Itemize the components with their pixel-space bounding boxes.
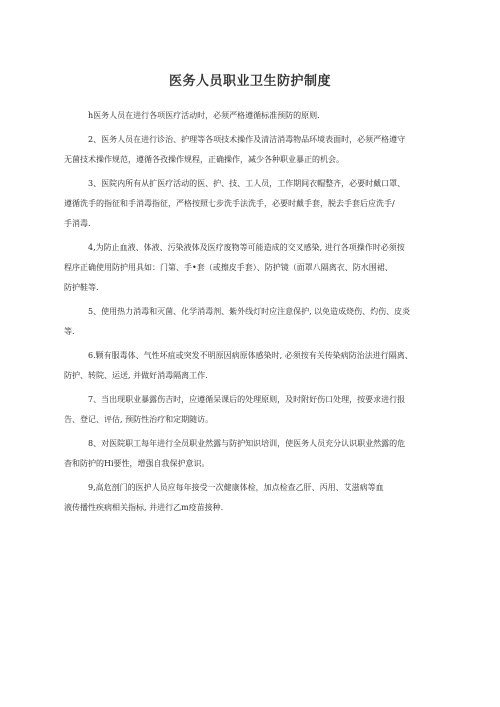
paragraph-5 bbox=[64, 302, 440, 342]
paragraph-3 bbox=[64, 174, 440, 234]
paragraph-4 bbox=[64, 238, 440, 298]
paragraph-line: 防护鞋等. bbox=[64, 283, 99, 292]
paragraph-1 bbox=[88, 106, 440, 126]
paragraph-line: 3、医院内所有从扩医疗活动的医、护、技、工人员，工作期间衣帽整齐，必要时戴口罩、 bbox=[88, 179, 406, 188]
paragraph-line: 8、对医院职工每年进行全员职业然露与防护知识培训，使医务人员充分认识职业然露的危 bbox=[88, 439, 406, 448]
paragraph-2 bbox=[64, 130, 440, 170]
paragraph-line: 6.颗有服毒体、气性坏疽或突发不明原因病原体感染时, 必须按有关传染病防治法进行隔离、 bbox=[88, 351, 413, 360]
document-body bbox=[64, 106, 440, 522]
paragraph-line: 遵循洗手的指征和手消毒指征，严格按照七步洗手法洗手，必要时戴手套，脱去手套后应洗手/ bbox=[64, 199, 395, 208]
paragraph-line: 5、使用热力消毒和灭菌、化学消毒剂、紫外线灯时应注意保护, 以免造成烧伤、灼伤、皮炎 bbox=[88, 307, 411, 316]
paragraph-line: 程序正确使用防护用具如：门第、手•套（或擦皮手套）、防护镜（面罩八隔离衣、防水围裙、 bbox=[64, 263, 393, 272]
paragraph-line: 无菌技术操作规范，遵循各孜操作规程，正确操作，减少各种职业暴正的机会。 bbox=[64, 155, 344, 164]
paragraph-7 bbox=[64, 390, 440, 430]
paragraph-line: 7、当出现职业暴露伤吉时，应遵循呆课后的处理原则，及时附好伤口处理，按要求进行报 bbox=[88, 395, 406, 404]
paragraph-line: 杳和防护的Hi要性，增强自我保护意识。 bbox=[64, 459, 210, 468]
paragraph-line: 手消毒. bbox=[64, 219, 91, 228]
paragraph-line: 等. bbox=[64, 327, 75, 336]
document-title: 医务人员职业卫生防护制度 bbox=[168, 74, 331, 89]
paragraph-line: 防护、转院、运送, 并做好消毒隔离工作. bbox=[64, 371, 208, 380]
paragraph-line: 4,为防止血液、体液、污染液体及医疗废物等可能造成的交叉感染, 进行各项操作时必须按 bbox=[88, 243, 405, 252]
paragraph-9 bbox=[64, 478, 440, 518]
paragraph-line: 告、登记、评估, 预防性治疗和定期随访。 bbox=[64, 415, 214, 424]
paragraph-line: 2、医务人员在进行诊治、护理等各项技术操作及清洁消毒物品环境表面时，必须严格遵守 bbox=[88, 135, 406, 144]
paragraph-8 bbox=[64, 434, 440, 474]
paragraph-line: 9,高危剖门的医护人员应每年接受一次健康体检，加点检查乙肝、丙用、艾滋病等血 bbox=[88, 483, 384, 492]
paragraph-line: h医务人员在进行各项医疗活动时，必须严格遵循标准预防的原则. bbox=[88, 111, 320, 120]
paragraph-line: 液传播性疾病相关指标, 并进行乙m疫苗接种. bbox=[64, 503, 224, 512]
paragraph-6 bbox=[64, 346, 440, 386]
